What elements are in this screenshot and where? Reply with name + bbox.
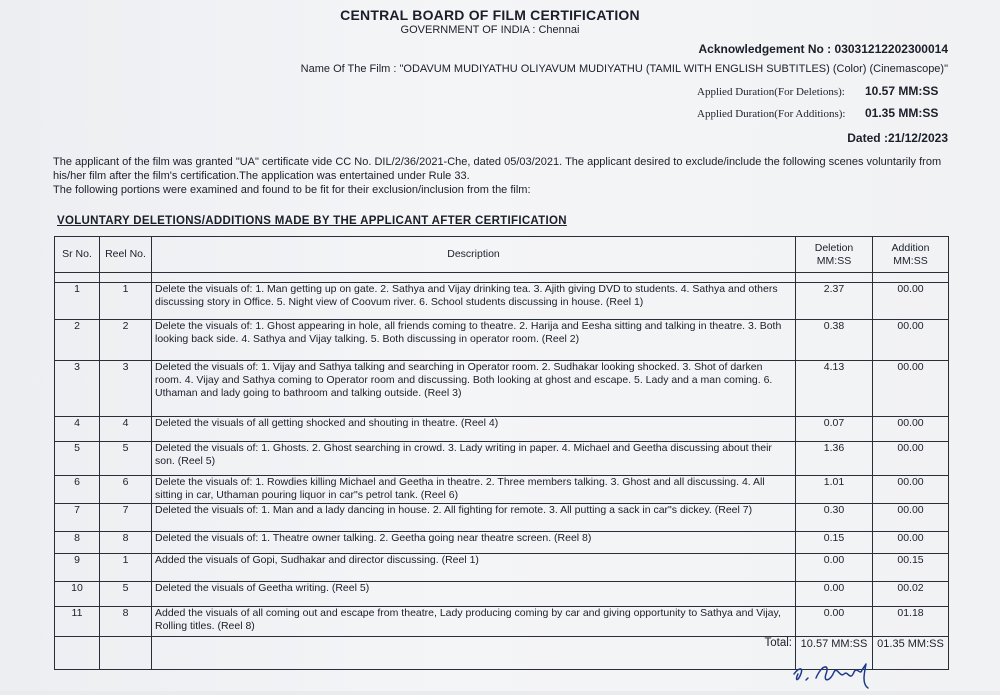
table-row [55, 283, 949, 320]
reel-cell: 4 [100, 417, 152, 442]
description-cell: Deleted the visuals of: 1. Theatre owner talking. 2. Geetha going near theatre screen. (Reel 8) [152, 532, 796, 554]
col-deletion-header: Deletion MM:SS [796, 237, 873, 273]
reel-cell: 7 [100, 504, 152, 532]
addition-cell: 00.00 [873, 504, 949, 532]
sr-cell: 11 [55, 607, 100, 637]
acknowledgement-number [699, 42, 949, 56]
deletion-cell: 0.00 [796, 554, 873, 582]
sr-cell: 2 [55, 320, 100, 361]
total-addition: 01.35 MM:SS [873, 637, 949, 670]
deletion-cell: 2.37 [796, 283, 873, 320]
board-title: CENTRAL BOARD OF FILM CERTIFICATION [340, 7, 640, 23]
sr-cell: 8 [55, 532, 100, 554]
intro-paragraph [53, 155, 958, 197]
addition-cell: 01.18 [873, 607, 949, 637]
table-spacer-row [55, 273, 949, 283]
deletions-table [54, 236, 949, 670]
table-header-row [55, 237, 949, 273]
addition-cell: 00.00 [873, 532, 949, 554]
description-cell: Deleted the visuals of: 1. Man and a lady dancing in house. 2. All fighting for remote. 3. All putting a sack in car"s dickey. (Reel 7) [152, 504, 796, 532]
table-row [55, 320, 949, 361]
additions-duration-value: 01.35 MM:SS [865, 106, 939, 120]
description-cell: Deleted the visuals of: 1. Ghosts. 2. Ghost searching in crowd. 3. Lady writing in paper. 4. Michael and Geetha discussing about their son. (Reel 5) [152, 442, 796, 476]
reel-cell: 8 [100, 607, 152, 637]
addition-cell: 00.02 [873, 582, 949, 607]
reel-cell: 3 [100, 361, 152, 417]
addition-cell: 00.00 [873, 417, 949, 442]
addition-cell: 00.00 [873, 442, 949, 476]
addition-cell: 00.00 [873, 283, 949, 320]
reel-cell: 8 [100, 532, 152, 554]
government-subtitle: GOVERNMENT OF INDIA : Chennai [400, 24, 580, 36]
sr-cell: 5 [55, 442, 100, 476]
addition-cell: 00.00 [873, 476, 949, 504]
deletion-cell: 1.36 [796, 442, 873, 476]
description-cell: Deleted the visuals of: 1. Vijay and Sathya talking and searching in Operator room. 2. Sudhakar looking shocked. 3. Shot of darken room. 4. Vijay and Sathya coming to Operator room and discussing. Both looking at ghost and escape. 5. Lady and a man coming. 6. Uthaman and lady going to bathroom and talking outside. (Reel 3) [152, 361, 796, 417]
reel-cell: 1 [100, 554, 152, 582]
deletion-cell: 0.07 [796, 417, 873, 442]
description-cell: Deleted the visuals of all getting shocked and shouting in theatre. (Reel 4) [152, 417, 796, 442]
sr-cell: 9 [55, 554, 100, 582]
sr-cell: 10 [55, 582, 100, 607]
description-cell: Added the visuals of Gopi, Sudhakar and director discussing. (Reel 1) [152, 554, 796, 582]
total-deletion: 10.57 MM:SS [796, 637, 873, 670]
section-heading: VOLUNTARY DELETIONS/ADDITIONS MADE BY THE APPLICANT AFTER CERTIFICATION [57, 215, 567, 227]
deletion-cell: 0.30 [796, 504, 873, 532]
deletion-cell: 0.00 [796, 607, 873, 637]
film-name: "ODAVUM MUDIYATHU OLIYAVUM MUDIYATHU (TAMIL WITH ENGLISH SUBTITLES) (Color) (Cinemascope)" [399, 63, 948, 75]
deletion-cell: 0.15 [796, 532, 873, 554]
description-cell: Delete the visuals of: 1. Ghost appearing in hole, all friends coming to theatre. 2. Harija and Eesha sitting and talking in theatre. 3. Both looking back side. 4. Sathya and Vijay talking. 5. Both discussing in operator room. (Reel 2) [152, 320, 796, 361]
description-cell: Delete the visuals of: 1. Rowdies killing Michael and Geetha in theatre. 2. Three members talking. 3. Ghost and all discussing. 4. All sitting in car, Uthaman pouring liquor in car"s petrol tank. (Reel 6) [152, 476, 796, 504]
sr-cell: 6 [55, 476, 100, 504]
sr-cell: 3 [55, 361, 100, 417]
table-row [55, 442, 949, 476]
deletion-cell: 4.13 [796, 361, 873, 417]
deletion-cell: 0.00 [796, 582, 873, 607]
dated-value: 21/12/2023 [887, 131, 948, 145]
dated-label: Dated : [847, 131, 888, 145]
dated-line [847, 131, 948, 145]
sr-cell: 4 [55, 417, 100, 442]
reel-cell: 2 [100, 320, 152, 361]
table-row [55, 476, 949, 504]
table-row [55, 532, 949, 554]
sr-cell: 1 [55, 283, 100, 320]
addition-cell: 00.00 [873, 361, 949, 417]
deletion-cell: 0.38 [796, 320, 873, 361]
film-label: Name Of The Film : [300, 63, 397, 75]
signature [790, 660, 900, 695]
reel-cell: 5 [100, 442, 152, 476]
deletions-duration-label: Applied Duration(For Deletions): [697, 86, 845, 98]
sr-cell: 7 [55, 504, 100, 532]
reel-cell: 5 [100, 582, 152, 607]
col-reel-header: Reel No. [100, 237, 152, 273]
addition-cell: 00.15 [873, 554, 949, 582]
table-row [55, 417, 949, 442]
reel-cell: 1 [100, 283, 152, 320]
deletion-cell: 1.01 [796, 476, 873, 504]
description-cell: Added the visuals of all coming out and escape from theatre, Lady producing coming by car and giving opportunity to Sathya and Vijay, Rolling titles. (Reel 8) [152, 607, 796, 637]
col-description-header: Description [152, 237, 796, 273]
addition-cell: 00.00 [873, 320, 949, 361]
intro-line-2: The following portions were examined and found to be fit for their exclusion/inclusion from the film: [53, 184, 531, 196]
table-row [55, 554, 949, 582]
deletions-duration-value: 10.57 MM:SS [865, 84, 939, 98]
ack-label: Acknowledgement No : [698, 42, 832, 56]
table-row [55, 607, 949, 637]
additions-duration-label: Applied Duration(For Additions): [697, 108, 846, 120]
table-row [55, 582, 949, 607]
description-cell: Deleted the visuals of Geetha writing. (Reel 5) [152, 582, 796, 607]
col-addition-header: Addition MM:SS [873, 237, 949, 273]
table-row [55, 504, 949, 532]
description-cell: Delete the visuals of: 1. Man getting up on gate. 2. Sathya and Vijay drinking tea. 3. Ajith giving DVD to students. 4. Sathya and others discussing story in Office. 5. Night view of Coovum river. 6. School students discussing in house. (Reel 1) [152, 283, 796, 320]
reel-cell: 6 [100, 476, 152, 504]
intro-line-1: The applicant of the film was granted "UA" certificate vide CC No. DIL/2/36/2021-Che, dated 05/03/2021. The applicant desired to exclude/include the following scenes voluntarily from his/her film after the film's certification.The application was entertained under Rule 33. [53, 156, 942, 182]
table-row [55, 361, 949, 417]
col-sr-header: Sr No. [55, 237, 100, 273]
film-name-line [301, 63, 948, 75]
ack-value: 03031212202300014 [834, 42, 948, 56]
total-label: Total: [152, 637, 796, 670]
